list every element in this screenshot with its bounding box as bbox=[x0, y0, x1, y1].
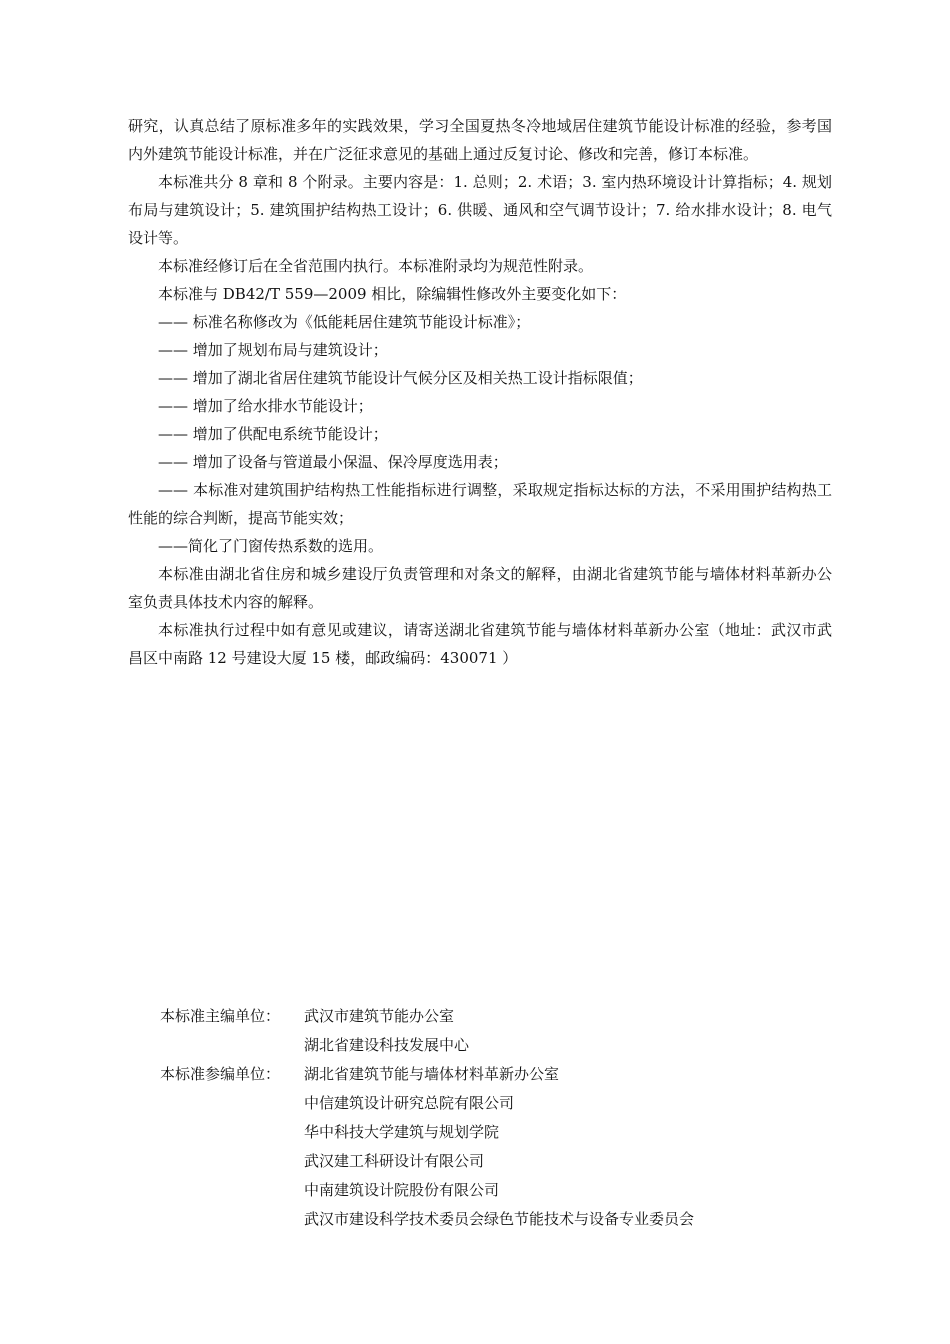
paragraph-management: 本标准由湖北省住房和城乡建设厅负责管理和对条文的解释，由湖北省建筑节能与墙体材料革新办公室负责具体技术内容的解释。 bbox=[128, 565, 832, 611]
change-item: —— 标准名称修改为《低能耗居住建筑节能设计标准》； bbox=[158, 313, 531, 331]
unit-row bbox=[160, 1031, 800, 1060]
change-item: —— 本标准对建筑围护结构热工性能指标进行调整，采取规定指标达标的方法，不采用围护结构热工性能的综合判断，提高节能实效； bbox=[128, 481, 832, 527]
change-item: —— 增加了供配电系统节能设计； bbox=[158, 425, 388, 443]
unit-name: 中南建筑设计院股份有限公司 bbox=[304, 1181, 500, 1199]
unit-row bbox=[160, 1118, 800, 1147]
unit-name: 华中科技大学建筑与规划学院 bbox=[304, 1123, 500, 1141]
unit-name: 中信建筑设计研究总院有限公司 bbox=[304, 1094, 515, 1112]
change-item: —— 增加了设备与管道最小保温、保冷厚度选用表； bbox=[158, 453, 508, 471]
unit-row bbox=[160, 1060, 800, 1089]
unit-row bbox=[160, 1089, 800, 1118]
unit-name: 湖北省建设科技发展中心 bbox=[304, 1036, 470, 1054]
unit-name: 武汉建工科研设计有限公司 bbox=[304, 1152, 485, 1170]
paragraph-changes-intro: 本标准与 DB42/T 559—2009 相比，除编辑性修改外主要变化如下： bbox=[158, 285, 627, 303]
paragraph-contents: 本标准共分 8 章和 8 个附录。主要内容是：1. 总则；2. 术语；3. 室内热环境设计计算指标；4. 规划布局与建筑设计；5. 建筑围护结构热工设计；6. 供暖、通风和空气调节设计；7. 给水排水设计；8. 电气设计等。 bbox=[128, 173, 832, 247]
change-item: ——简化了门窗传热系数的选用。 bbox=[158, 537, 384, 555]
editorial-units bbox=[160, 1002, 800, 1234]
unit-row bbox=[160, 1147, 800, 1176]
unit-name: 武汉市建筑节能办公室 bbox=[304, 1007, 455, 1025]
chief-editor-label: 本标准主编单位： bbox=[160, 1007, 281, 1025]
change-item: —— 增加了规划布局与建筑设计； bbox=[158, 341, 388, 359]
paragraph-scope: 本标准经修订后在全省范围内执行。本标准附录均为规范性附录。 bbox=[158, 257, 594, 275]
change-item: —— 增加了湖北省居住建筑节能设计气候分区及相关热工设计指标限值； bbox=[158, 369, 643, 387]
paragraph-feedback-address: 本标准执行过程中如有意见或建议，请寄送湖北省建筑节能与墙体材料革新办公室（地址：武汉市武昌区中南路 12 号建设大厦 15 楼，邮政编码：430071 ） bbox=[128, 621, 832, 667]
unit-row bbox=[160, 1176, 800, 1205]
unit-row bbox=[160, 1002, 800, 1031]
paragraph-revision-process: 研究，认真总结了原标准多年的实践效果，学习全国夏热冬冷地域居住建筑节能设计标准的经验，参考国内外建筑节能设计标准，并在广泛征求意见的基础上通过反复讨论、修改和完善，修订本标准。 bbox=[128, 117, 832, 163]
unit-name: 武汉市建设科学技术委员会绿色节能技术与设备专业委员会 bbox=[304, 1210, 695, 1228]
change-item: —— 增加了给水排水节能设计； bbox=[158, 397, 373, 415]
preface-text bbox=[128, 112, 832, 672]
unit-row bbox=[160, 1205, 800, 1234]
unit-name: 湖北省建筑节能与墙体材料革新办公室 bbox=[304, 1065, 560, 1083]
participating-editor-label: 本标准参编单位： bbox=[160, 1065, 281, 1083]
